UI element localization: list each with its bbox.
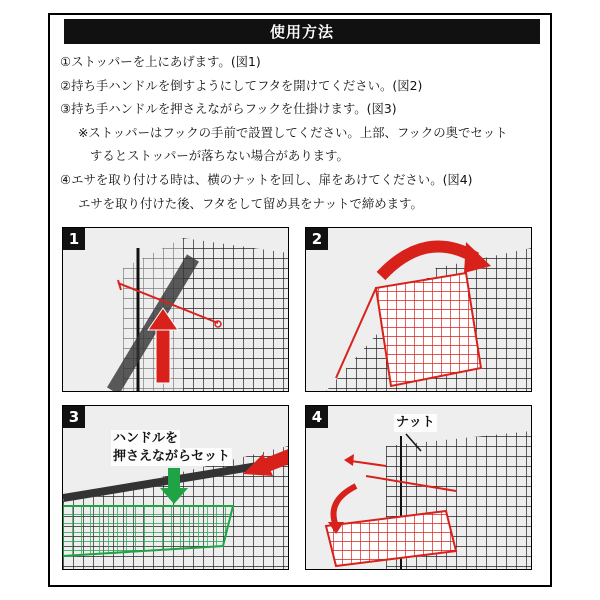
figure-2-illustration: [306, 228, 531, 391]
figure-number: 3: [63, 406, 85, 428]
figure-1-illustration: [63, 228, 288, 391]
step-2: ②持ち手ハンドルを倒すようにしてフタを開けてください。(図2): [60, 77, 423, 93]
figure-4: [305, 405, 532, 570]
step-1: ①ストッパーを上にあげます。(図1): [60, 54, 261, 69]
figure-2: [305, 227, 532, 392]
figure-3-caption-line-2: 押さえながらセット: [113, 449, 231, 464]
note-line-1: ※ストッパーはフックの手前で設置してください。上部、フックの奥でセット: [78, 124, 508, 140]
figure-4-caption: ナット: [396, 415, 435, 430]
step-4-continued: エサを取り付けた後、フタをして留め具をナットで締めます。: [78, 195, 423, 211]
section-title: 使用方法: [64, 19, 540, 44]
step-3: ③持ち手ハンドルを押さえながらフックを仕掛けます。(図3): [60, 101, 397, 117]
step-4: ④エサを取り付ける時は、横のナットを回し、扉をあけてください。(図4): [60, 171, 473, 187]
figure-number: 4: [306, 406, 328, 428]
figure-3-caption-line-1: ハンドルを: [113, 431, 179, 446]
instruction-card: [48, 13, 552, 587]
figure-number: 2: [306, 228, 328, 250]
figure-3: [62, 405, 289, 570]
figure-1: [62, 227, 289, 392]
note-line-2: するとストッパーが落ちない場合があります。: [90, 148, 349, 164]
instruction-steps: [60, 50, 544, 215]
figure-number: 1: [63, 228, 85, 250]
